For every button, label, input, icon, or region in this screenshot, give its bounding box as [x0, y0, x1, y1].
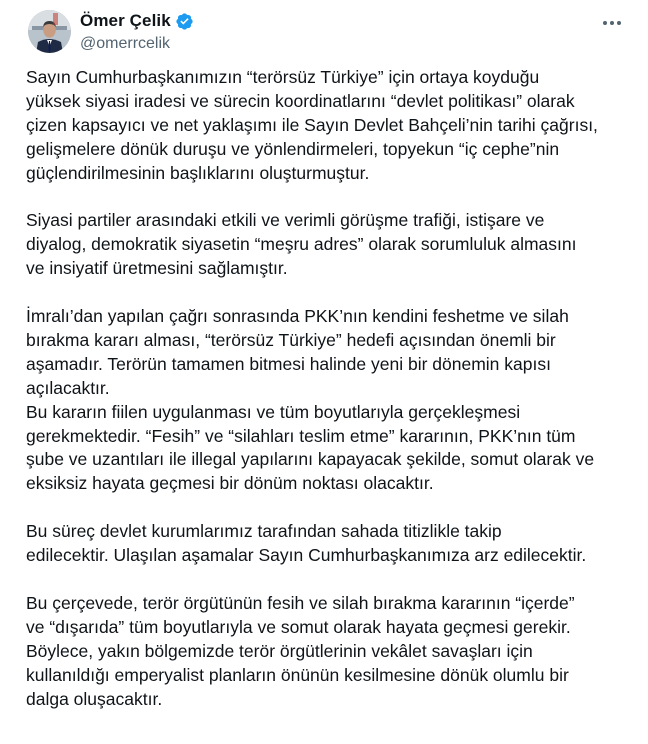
tweet-paragraph [26, 305, 626, 496]
more-options-button[interactable] [598, 12, 626, 34]
text-line: gerekmektedir. “Fesih” ve “silahları teslim etme” kararının, PKK’nın tüm [26, 425, 576, 446]
text-line: ve “dışarıda” tüm boyutlarıyla ve somut olarak hayata geçmesi gerekir. [26, 616, 571, 637]
text-line: Bu kararın fiilen uygulanması ve tüm boyutlarıyla gerçekleşmesi [26, 401, 521, 422]
verified-badge-icon [175, 12, 194, 31]
more-dot-icon [603, 21, 607, 25]
tweet-text [26, 66, 626, 711]
tweet-paragraph [26, 592, 626, 712]
text-line: Böylece, yakın bölgemizde terör örgütlerinin vekâlet savaşları için [26, 640, 533, 661]
tweet-paragraph [26, 520, 626, 568]
text-line: Siyasi partiler arasındaki etkili ve verimli görüşme trafiği, istişare ve [26, 210, 545, 231]
tweet-paragraph [26, 209, 626, 281]
tweet-paragraph [26, 66, 626, 186]
text-line: aşamadır. Terörün tamamen bitmesi halinde yeni bir dönemin kapısı [26, 353, 551, 374]
avatar[interactable] [28, 10, 71, 53]
author-handle[interactable]: @omerrcelik [80, 35, 171, 52]
text-line: yüksek siyasi iradesi ve sürecin koordinatlarını “devlet politikası” olarak [26, 90, 575, 111]
text-line: çizen kapsayıcı ve net yaklaşımı ile Sayın Devlet Bahçeli’nin tarihi çağrısı, [26, 114, 598, 135]
text-line: Bu çerçevede, terör örgütünün fesih ve silah bırakma kararının “içerde” [26, 592, 575, 613]
avatar-photo [28, 10, 71, 53]
text-line: güçlendirilmesinin başlıklarını oluşturmuştur. [26, 162, 370, 183]
text-line: diyalog, demokratik siyasetin “meşru adres” olarak sorumluluk almasını [26, 234, 577, 255]
text-line: İmralı’dan yapılan çağrı sonrasında PKK’nın kendini feshetme ve silah [26, 306, 569, 327]
text-line: dalga oluşacaktır. [26, 688, 163, 709]
text-line: gelişmelere dönük duruşu ve yönlendirmeleri, topyekun “iç cephe”nin [26, 138, 560, 159]
text-line: kullanıldığı emperyalist planların önünün kesilmesine dönük olumlu bir [26, 664, 569, 685]
author-display-name[interactable]: Ömer Çelik [80, 11, 171, 30]
text-line: şube ve uzantıları ile illegal yapılarını kapayacak şekilde, somut olarak ve [26, 449, 595, 470]
more-dot-icon [617, 21, 621, 25]
text-line: eksiksiz hayata geçmesi bir dönüm noktası olacaktır. [26, 473, 434, 494]
text-line: edilecektir. Ulaşılan aşamalar Sayın Cumhurbaşkanımıza arz edilecektir. [26, 545, 587, 566]
text-line: Sayın Cumhurbaşkanımızın “terörsüz Türkiye” için ortaya koyduğu [26, 67, 540, 87]
text-line: açılacaktır. [26, 377, 110, 398]
more-dot-icon [610, 21, 614, 25]
text-line: ve insiyatif üretmesini sağlamıştır. [26, 258, 288, 279]
text-line: Bu süreç devlet kurumlarımız tarafından sahada titizlikle takip [26, 521, 502, 542]
text-line: bırakma kararı alması, “terörsüz Türkiye” hedefi açısından önemli bir [26, 329, 556, 350]
